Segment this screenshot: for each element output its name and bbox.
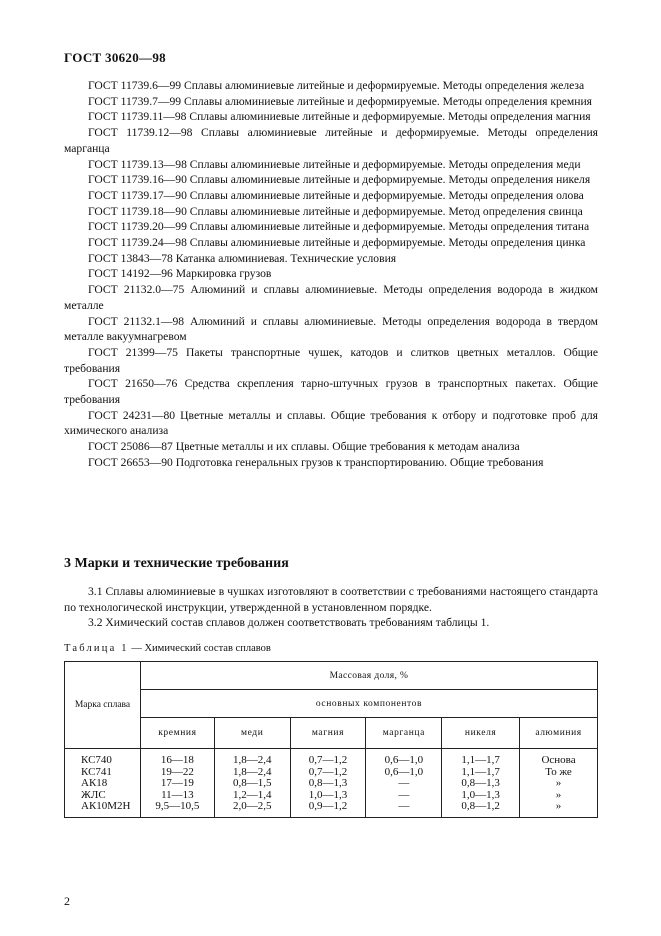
grade-header: Марка сплава — [65, 662, 141, 749]
value-cell: — — [398, 800, 410, 812]
value-cell: 1,0—1,3 — [308, 788, 348, 801]
value-cell: — — [398, 777, 410, 789]
value-cell: 0,8—1,3 — [461, 777, 500, 789]
copper-column — [214, 749, 290, 818]
main-components-header: основных компонентов — [140, 690, 597, 718]
reference-item: ГОСТ 11739.6—99 Сплавы алюминиевые литейные и деформируемые. Методы определения железа — [88, 79, 585, 92]
reference-item: ГОСТ 11739.12—98 Сплавы алюминиевые литейные и деформируемые. Методы определения марганца — [64, 126, 598, 155]
aluminium-column — [520, 749, 598, 818]
column-header: меди — [214, 718, 290, 749]
value-cell: 0,6—1,0 — [384, 765, 424, 778]
reference-item: ГОСТ 11739.16—90 Сплавы алюминиевые литейные и деформируемые. Методы определения никеля — [88, 173, 591, 187]
reference-item: ГОСТ 14192—96 Маркировка грузов — [88, 267, 272, 281]
value-cell: 17—19 — [160, 777, 194, 789]
document-header: ГОСТ 30620—98 — [64, 50, 166, 65]
value-cell: 0,9—1,2 — [308, 800, 348, 812]
value-cell: 0,8—1,2 — [461, 800, 500, 812]
reference-item: ГОСТ 21132.1—98 Алюминий и сплавы алюминиевые. Методы определения водорода в твердом металле вакуумнагревом — [64, 314, 598, 344]
value-cell: Основа — [541, 754, 576, 766]
reference-item: ГОСТ 11739.7—99 Сплавы алюминиевые литейные и деформируемые. Методы определения кремния — [88, 94, 592, 108]
value-cell: 0,7—1,2 — [308, 754, 348, 766]
value-cell: 1,8—2,4 — [232, 754, 272, 766]
value-cell: 1,1—1,7 — [461, 765, 500, 778]
paragraph-3-1: 3.1 Сплавы алюминиевые в чушках изготовляют в соответствии с требованиями настоящего стандарта по технологической инструкции, утвержденной в установленном порядке. — [64, 585, 598, 614]
reference-item: ГОСТ 25086—87 Цветные металлы и их сплавы. Общие требования к методам анализа — [88, 440, 520, 454]
value-cell: » — [555, 800, 562, 812]
reference-item: ГОСТ 11739.13—98 Сплавы алюминиевые литейные и деформируемые. Методы определения меди — [88, 157, 581, 171]
value-cell: 1,8—2,4 — [232, 765, 272, 778]
section-title: 3 Марки и технические требования — [64, 556, 289, 571]
nickel-column — [442, 749, 520, 818]
page-number: 2 — [64, 894, 70, 908]
magnesium-column — [290, 749, 366, 818]
grade-cell: АК10М2Н — [81, 800, 131, 812]
value-cell: 2,0—2,5 — [232, 800, 272, 812]
value-cell: » — [555, 788, 562, 801]
section-body — [64, 584, 598, 631]
references-list — [64, 78, 598, 471]
table-caption-text: — Химический состав сплавов — [128, 643, 271, 654]
value-cell: — — [398, 788, 410, 801]
value-cell: 1,0—1,3 — [461, 788, 500, 801]
grade-cell: КС741 — [81, 765, 112, 778]
column-header: кремния — [140, 718, 214, 749]
table-caption — [64, 643, 271, 654]
column-header: никеля — [442, 718, 520, 749]
grade-cell: ЖЛС — [81, 788, 106, 801]
mass-fraction-header: Массовая доля, % — [140, 662, 597, 690]
value-cell: 0,8—1,3 — [308, 777, 348, 789]
value-cell: 0,6—1,0 — [384, 754, 424, 766]
value-cell: 1,2—1,4 — [232, 788, 272, 801]
value-cell: 16—18 — [160, 754, 194, 766]
silicon-column — [140, 749, 214, 818]
composition-table — [64, 661, 598, 818]
value-cell: » — [555, 777, 562, 789]
table-body-row — [65, 749, 598, 818]
reference-item: ГОСТ 11739.24—98 Сплавы алюминиевые литейные и деформируемые. Методы определения цинка — [88, 236, 586, 250]
value-cell: 0,7—1,2 — [308, 765, 348, 778]
value-cell: 19—22 — [160, 765, 194, 778]
table-caption-label: Таблица 1 — [64, 643, 129, 654]
reference-item: ГОСТ 24231—80 Цветные металлы и сплавы. Общие требования к отбору и подготовке проб для химического анализа — [64, 408, 598, 438]
column-header: марганца — [366, 718, 442, 749]
grade-cell: КС740 — [81, 754, 112, 766]
grade-column — [65, 749, 141, 818]
column-header: магния — [290, 718, 366, 749]
reference-item: ГОСТ 21132.0—75 Алюминий и сплавы алюминиевые. Методы определения водорода в жидком металле — [64, 283, 598, 312]
column-header: алюминия — [520, 718, 598, 749]
value-cell: 1,1—1,7 — [461, 754, 500, 766]
reference-item: ГОСТ 26653—90 Подготовка генеральных грузов к транспортированию. Общие требования — [88, 455, 544, 469]
value-cell: 0,8—1,5 — [232, 777, 272, 789]
reference-item: ГОСТ 11739.17—90 Сплавы алюминиевые литейные и деформируемые. Методы определения олова — [88, 188, 584, 202]
grade-cell: АК18 — [81, 777, 108, 789]
manganese-column — [366, 749, 442, 818]
reference-item: ГОСТ 21399—75 Пакеты транспортные чушек, катодов и слитков цветных металлов. Общие требования — [64, 345, 598, 375]
value-cell: 9,5—10,5 — [155, 800, 200, 812]
reference-item: ГОСТ 13843—78 Катанка алюминиевая. Технические условия — [88, 251, 397, 265]
value-cell: То же — [545, 765, 572, 778]
reference-item: ГОСТ 11739.11—98 Сплавы алюминиевые литейные и деформируемые. Методы определения магния — [88, 110, 591, 124]
reference-item: ГОСТ 11739.20—99 Сплавы алюминиевые литейные и деформируемые. Методы определения титана — [88, 220, 590, 234]
paragraph-3-2: 3.2 Химический состав сплавов должен соответствовать требованиям таблицы 1. — [88, 616, 490, 629]
reference-item: ГОСТ 21650—76 Средства скрепления тарно-штучных грузов в транспортных пакетах. Общие требования — [64, 377, 598, 407]
reference-item: ГОСТ 11739.18—90 Сплавы алюминиевые литейные и деформируемые. Метод определения свинца — [88, 204, 583, 218]
value-cell: 11—13 — [161, 788, 194, 801]
